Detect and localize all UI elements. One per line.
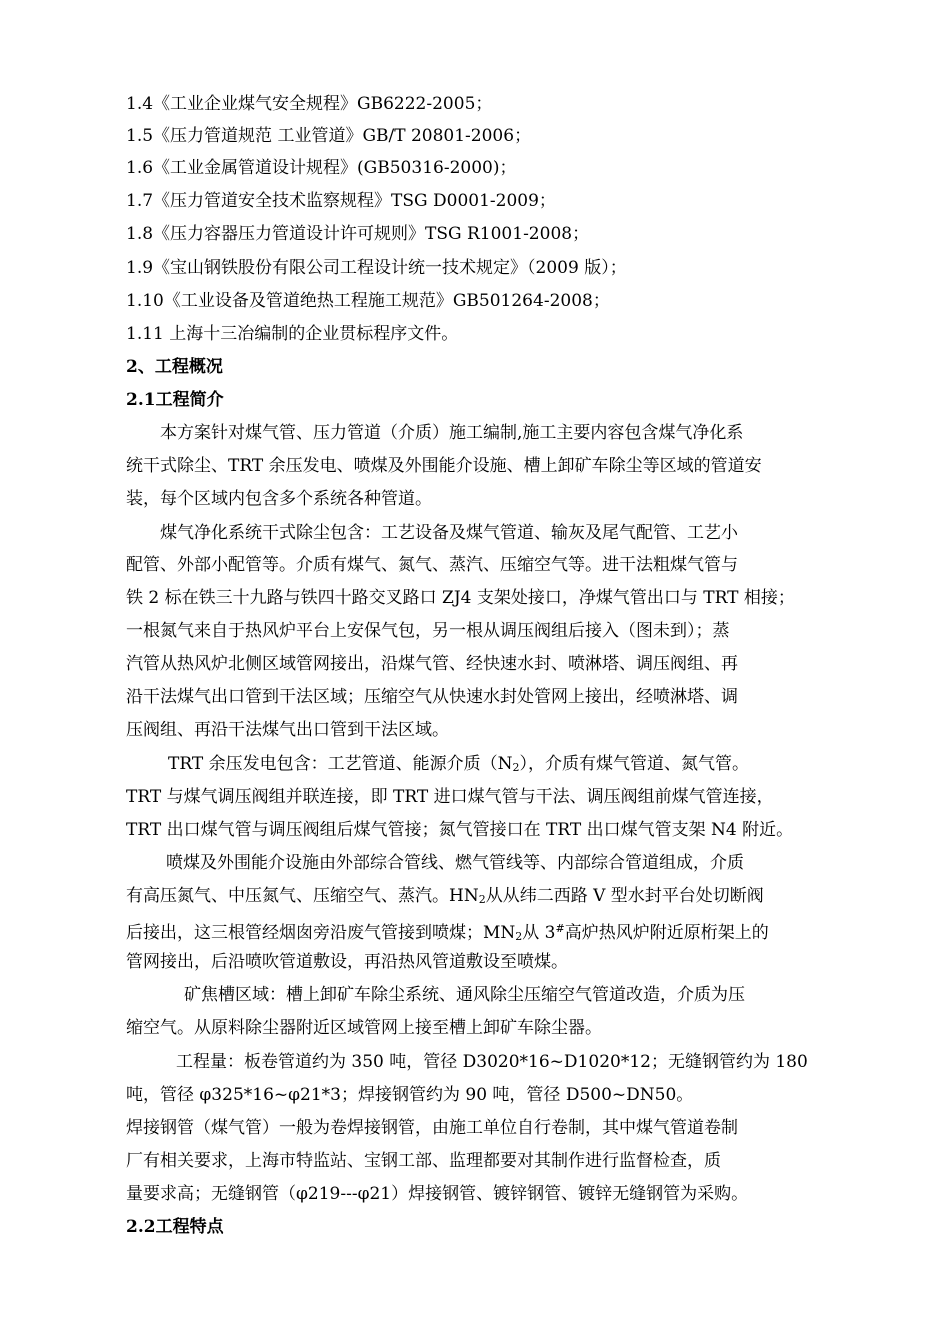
paragraph-line: TRT 与煤气调压阀组并联连接，即 TRT 进口煤气管与干法、调压阀组前煤气管连接， — [126, 787, 774, 807]
subscript: 2 — [478, 893, 486, 906]
reference-1-8: 1.8《压力容器压力管道设计许可规则》TSG R1001-2008； — [126, 224, 590, 244]
text-run: 从从纬二西路 V 型水封平台处切断阀 — [485, 886, 764, 906]
paragraph-line: 压阀组、再沿干法煤气出口管到干法区域。 — [126, 720, 449, 740]
paragraph-line: TRT 出口煤气管与调压阀组后煤气管接；氮气管接口在 TRT 出口煤气管支架 N4 附近。 — [126, 820, 794, 840]
subscript: 2 — [512, 761, 520, 774]
text-run: 高炉热风炉附近原桁架上的 — [564, 923, 769, 943]
paragraph-line: 矿焦槽区域：槽上卸矿车除尘系统、通风除尘压缩空气管道改造，介质为压 — [184, 985, 745, 1005]
reference-1-9: 1.9《宝山钢铁股份有限公司工程设计统一技术规定》（2009 版）； — [126, 258, 627, 278]
paragraph-line: 统干式除尘、TRT 余压发电、喷煤及外围能介设施、槽上卸矿车除尘等区域的管道安 — [126, 456, 762, 476]
paragraph-line: 汽管从热风炉北侧区域管网接出，沿煤气管、经快速水封、喷淋塔、调压阀组、再 — [126, 654, 738, 674]
text-run: ），介质有煤气管道、氮气管。 — [519, 754, 749, 774]
paragraph-line: 配管、外部小配管等。介质有煤气、氮气、蒸汽、压缩空气等。进干法粗煤气管与 — [126, 555, 738, 575]
paragraph-line: 煤气净化系统干式除尘包含：工艺设备及煤气管道、输灰及尾气配管、工艺小 — [160, 523, 738, 543]
paragraph-line — [126, 917, 769, 941]
paragraph-line — [126, 884, 764, 908]
paragraph-line: 铁 2 标在铁三十九路与铁四十路交叉路口 ZJ4 支架处接口，净煤气管出口与 TRT 相接； — [126, 588, 795, 608]
paragraph-line: 厂有相关要求，上海市特监站、宝钢工部、监理都要对其制作进行监督检查，质 — [126, 1151, 721, 1171]
paragraph-line: 本方案针对煤气管、压力管道（介质）施工编制,施工主要内容包含煤气净化系 — [160, 423, 744, 443]
paragraph-line: 焊接钢管（煤气管）一般为卷焊接钢管，由施工单位自行卷制，其中煤气管道卷制 — [126, 1118, 738, 1138]
paragraph-line: 沿干法煤气出口管到干法区域；压缩空气从快速水封处管网上接出，经喷淋塔、调 — [126, 687, 738, 707]
section-2-1-heading: 2.1工程简介 — [126, 390, 224, 410]
reference-1-4: 1.4《工业企业煤气安全规程》GB6222-2005； — [126, 94, 493, 114]
reference-1-6: 1.6《工业金属管道设计规程》(GB50316-2000)； — [126, 158, 517, 178]
text-run: 从 3 — [522, 923, 556, 943]
paragraph-line: 缩空气。从原料除尘器附近区域管网上接至槽上卸矿车除尘器。 — [126, 1018, 602, 1038]
paragraph-line — [168, 752, 749, 776]
subscript: 2 — [515, 930, 523, 943]
reference-1-10: 1.10《工业设备及管道绝热工程施工规范》GB501264-2008； — [126, 291, 610, 311]
paragraph-line: 管网接出，后沿喷吹管道敷设，再沿热风管道敷设至喷煤。 — [126, 952, 568, 972]
text-run: TRT 余压发电包含：工艺管道、能源介质（N — [168, 754, 513, 774]
paragraph-line: 工程量：板卷管道约为 350 吨，管径 D3020*16~D1020*12；无缝钢管约为 180 — [176, 1052, 808, 1072]
section-2-2-heading: 2.2工程特点 — [126, 1217, 224, 1237]
paragraph-line: 量要求高；无缝钢管（φ219---φ21）焊接钢管、镀锌钢管、镀锌无缝钢管为采购。 — [126, 1184, 749, 1204]
text-run: 后接出，这三根管经烟囱旁沿废气管接到喷煤；MN — [126, 923, 516, 943]
reference-1-7: 1.7《压力管道安全技术监察规程》TSG D0001-2009； — [126, 191, 556, 211]
paragraph-line: 喷煤及外围能介设施由外部综合管线、燃气管线等、内部综合管道组成，介质 — [166, 853, 744, 873]
paragraph-line: 吨，管径 φ325*16~φ21*3；焊接钢管约为 90 吨，管径 D500~DN50。 — [126, 1085, 694, 1105]
paragraph-line: 装，每个区域内包含多个系统各种管道。 — [126, 489, 432, 509]
paragraph-line: 一根氮气来自于热风炉平台上安保气包，另一根从调压阀组后接入（图未到）；蒸 — [126, 621, 730, 641]
superscript: # — [555, 922, 565, 935]
reference-1-11: 1.11 上海十三冶编制的企业贯标程序文件。 — [126, 324, 459, 344]
reference-1-5: 1.5《压力管道规范 工业管道》GB/T 20801-2006； — [126, 126, 532, 146]
section-2-heading: 2、工程概况 — [126, 357, 223, 377]
text-run: 有高压氮气、中压氮气、压缩空气、蒸汽。HN — [126, 886, 479, 906]
